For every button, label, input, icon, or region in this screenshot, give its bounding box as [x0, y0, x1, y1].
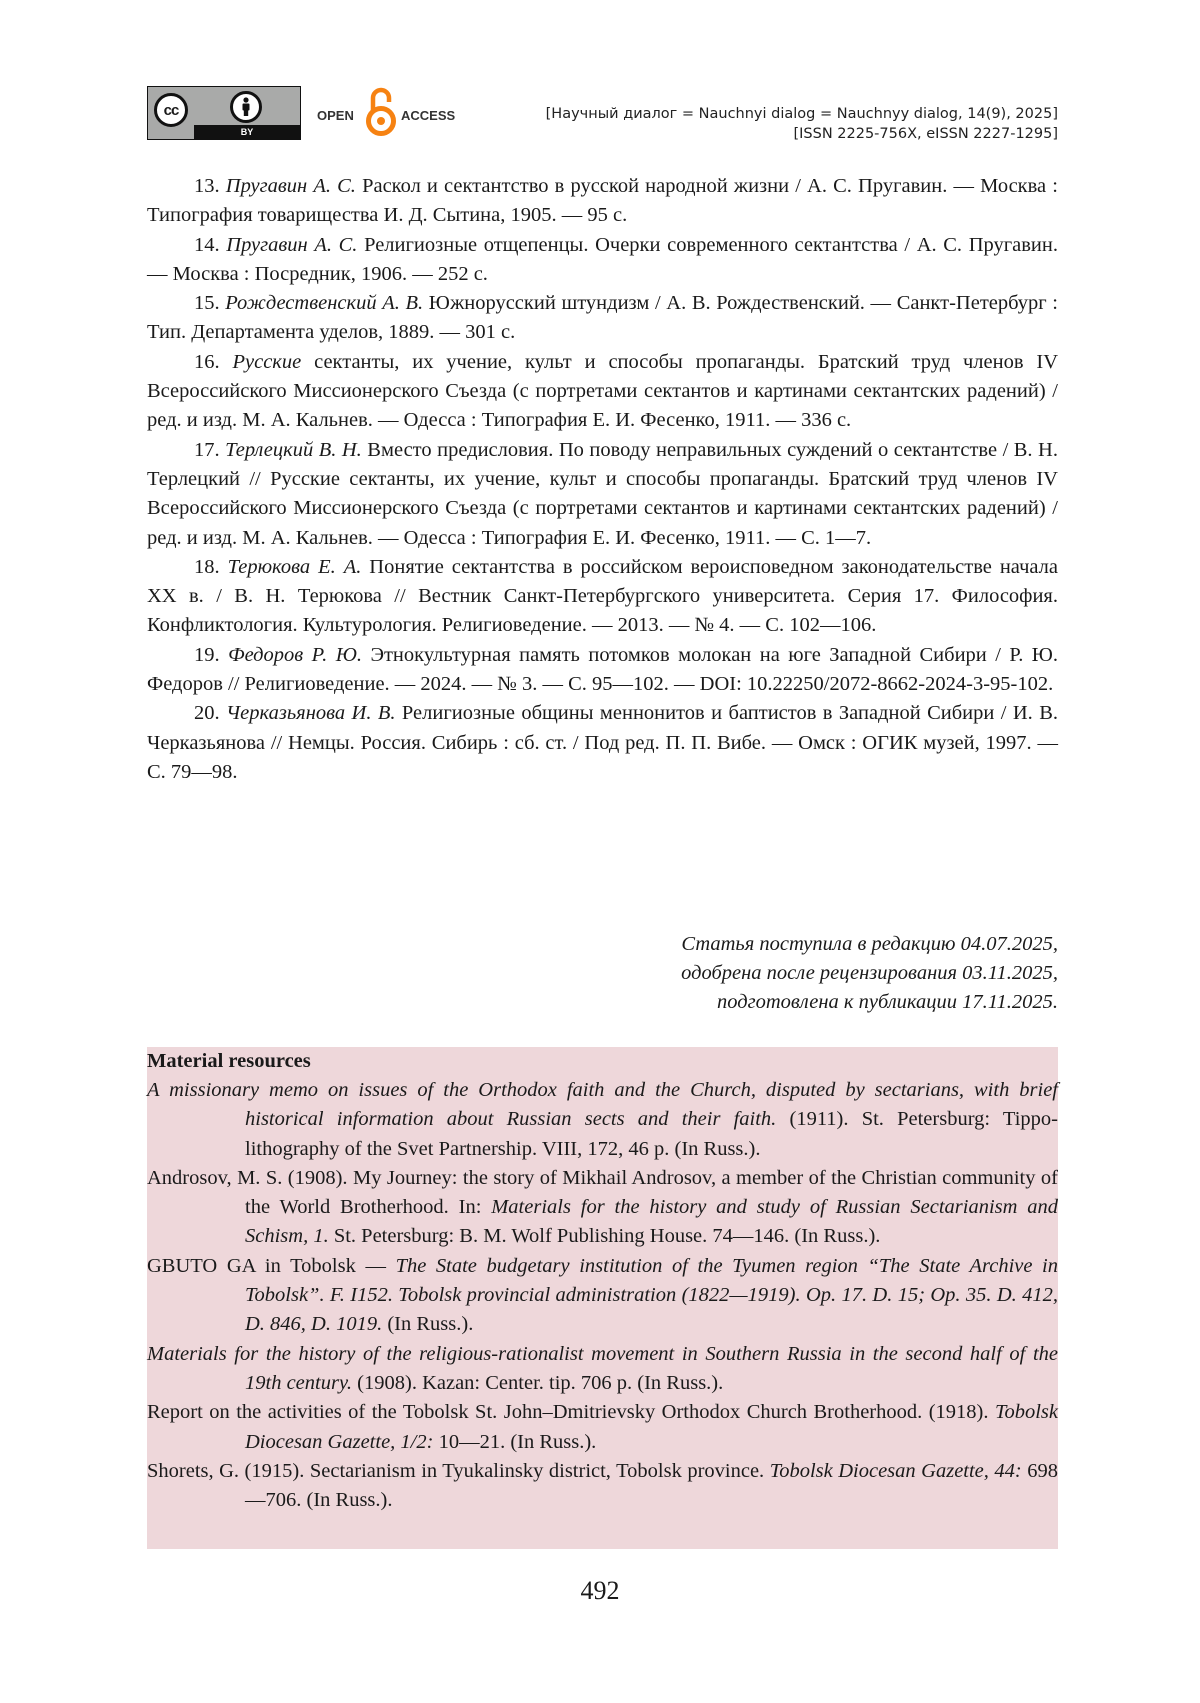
- reference-number: 17.: [194, 438, 220, 461]
- reference-item: [147, 436, 1058, 553]
- journal-citation: [Научный диалог = Nauchnyi dialog = Nauchnyy dialog, 14(9), 2025]: [545, 106, 1058, 122]
- reference-author: Пругавин А. С.: [225, 175, 356, 197]
- reference-number: 18.: [194, 555, 220, 578]
- material-resource-item: [147, 1252, 1058, 1340]
- reference-author: Русские: [232, 350, 302, 373]
- by-label: BY: [194, 125, 300, 139]
- oa-open-text: OPEN: [317, 108, 354, 123]
- reference-number: 20.: [194, 702, 220, 725]
- reference-item: [147, 172, 1058, 231]
- material-resource-ital: A missionary memo on issues of the Orthodox faith and the Church, disputed by sectarians, with brief historical information about Russian sects and their faith.: [147, 1079, 1058, 1131]
- reference-text: Этнокультурная память потомков молокан на юге Западной Сибири / Р. Ю. Федоров // Религиоведение. — 2024. — № 3. — С. 95—102. — DOI: 10.22250/2072-8662-2024-3-95-102.: [147, 643, 1059, 696]
- person-icon: [230, 91, 262, 123]
- oa-access-text: ACCESS: [401, 108, 456, 123]
- reference-author: Черказьянова И. В.: [226, 702, 396, 725]
- material-resource-post: (In Russ.).: [382, 1313, 474, 1336]
- cc-by-license-icon[interactable]: [147, 86, 301, 140]
- material-resource-ital: Materials for the history and study of Russian Sectarianism and Schism, 1.: [245, 1196, 1058, 1248]
- reference-author: Рождественский А. В.: [225, 292, 424, 315]
- reference-item: [147, 231, 1058, 290]
- open-lock-icon: [365, 86, 397, 140]
- material-resource-item: [147, 1076, 1058, 1164]
- open-access-logo: [317, 86, 467, 140]
- material-resources-box: [147, 1047, 1058, 1549]
- reference-text: Религиозные отщепенцы. Очерки современного сектантства / А. С. Пругавин. — Москва : Посредник, 1906. — 252 с.: [147, 233, 1058, 285]
- reference-number: 14.: [194, 233, 220, 256]
- material-resource-item: [147, 1164, 1058, 1252]
- material-resources-heading: Material resources: [147, 1050, 311, 1072]
- reference-text: Понятие сектантства в российском вероисповедном законодательстве начала XX в. / В. Н. Терюкова // Вестник Санкт-Петербургского университета. Серия 17. Философия. Конфликтология. Культурология. Религиоведение. — 2013. — № 4. — С. 102—106.: [147, 555, 1059, 637]
- material-resource-post: 10—21. (In Russ.).: [433, 1430, 597, 1453]
- reference-number: 19.: [194, 643, 220, 666]
- reference-text: Религиозные общины меннонитов и баптистов в Западной Сибири / И. В. Черказьянова // Немцы. Россия. Сибирь : сб. ст. / Под ред. П. П. Вибе. — Омск : ОГИК музей, 1997. — С. 79—98.: [147, 702, 1058, 783]
- reference-author: Федоров Р. Ю.: [228, 643, 362, 666]
- header: [147, 86, 1058, 144]
- reference-author: Пругавин А. С.: [226, 233, 358, 256]
- material-resource-ital: Materials for the history of the religious-rationalist movement in Southern Russia in the second half of the 19th century.: [147, 1342, 1058, 1394]
- material-resource-pre: Androsov, M. S. (1908). My Journey: the story of Mikhail Androsov, a member of the Christian community of the World Brotherhood. In:: [147, 1166, 1058, 1219]
- cc-icon: cc: [154, 93, 188, 127]
- reference-text: Вместо предисловия. По поводу неправильных суждений о сектантстве / В. Н. Терлецкий // Русские сектанты, их учение, культ и способы пропаганды. Братский труд членов IV Всероссийского Миссионерского Съезда (с портретами сектантов и картинами сектантских радений) / ред. и изд. М. А. Кальнев. — Одесса : Типография Е. И. Фесенко, 1911. — С. 1—7.: [147, 438, 1058, 549]
- material-resource-item: [147, 1457, 1058, 1516]
- reference-number: 15.: [194, 292, 220, 315]
- date-received: Статья поступила в редакцию 04.07.2025,: [681, 933, 1058, 955]
- reference-item: [147, 289, 1058, 348]
- reference-author: Терюкова Е. А.: [227, 555, 362, 578]
- reference-text: Раскол и сектантство в русской народной жизни / А. С. Пругавин. — Москва : Типография товарищества И. Д. Сытина, 1905. — 95 с.: [147, 175, 1058, 227]
- journal-info: [546, 104, 1058, 144]
- reference-item: [147, 699, 1058, 787]
- reference-item: [147, 641, 1058, 700]
- material-resource-pre: Report on the activities of the Tobolsk St. John–Dmitrievsky Orthodox Church Brotherhood. (1918).: [147, 1401, 995, 1424]
- material-resource-post: St. Petersburg: B. M. Wolf Publishing House. 74—146. (In Russ.).: [328, 1225, 881, 1248]
- material-resource-post: (1911). St. Petersburg: Tippo-lithography of the Svet Partnership. VIII, 172, 46 p. (In Russ.).: [245, 1108, 1058, 1160]
- journal-issn: [ISSN 2225-756X, eISSN 2227-1295]: [793, 126, 1058, 142]
- reference-author: Терлецкий В. Н.: [225, 438, 362, 461]
- material-resource-item: [147, 1398, 1058, 1457]
- reference-number: 16.: [194, 350, 220, 373]
- date-prepared: подготовлена к публикации 17.11.2025.: [716, 991, 1058, 1013]
- reference-list: [147, 172, 1058, 787]
- material-resource-post: (1908). Kazan: Center. tip. 706 p. (In Russ.).: [352, 1371, 724, 1394]
- material-resource-pre: Shorets, G. (1915). Sectarianism in Tyukalinsky district, Tobolsk province.: [147, 1459, 770, 1482]
- reference-item: [147, 348, 1058, 436]
- reference-item: [147, 553, 1058, 641]
- date-approved: одобрена после рецензирования 03.11.2025,: [681, 962, 1058, 984]
- reference-text: сектанты, их учение, культ и способы пропаганды. Братский труд членов IV Всероссийского Миссионерского Съезда (с портретами сектантов и картинами сектантских радений) / ред. и изд. М. А. Кальнев. — Одесса : Типография Е. И. Фесенко, 1911. — 336 с.: [147, 350, 1059, 432]
- material-resource-ital: Tobolsk Diocesan Gazette, 1/2:: [245, 1401, 1058, 1453]
- reference-text: Южнорусский штундизм / А. В. Рождественский. — Санкт-Петербург : Тип. Департамента уделов, 1889. — 301 с.: [147, 292, 1059, 344]
- material-resource-ital: Tobolsk Diocesan Gazette, 44:: [769, 1459, 1022, 1482]
- page-number: 492: [580, 1576, 620, 1605]
- reference-number: 13.: [194, 175, 220, 197]
- material-resource-post: 698—706. (In Russ.).: [245, 1459, 1059, 1512]
- article-dates: [147, 930, 1058, 1017]
- material-resource-item: [147, 1340, 1058, 1399]
- material-resources-list: [147, 1076, 1058, 1515]
- material-resource-pre: GBUTO GA in Tobolsk —: [147, 1254, 396, 1277]
- material-resource-ital: The State budgetary institution of the Tyumen region “The State Archive in Tobolsk”. F. I152. Tobolsk provincial administration (1822—1919). Op. 17. D. 15; Op. 35. D. 412, D. 846, D. 1019.: [245, 1254, 1059, 1336]
